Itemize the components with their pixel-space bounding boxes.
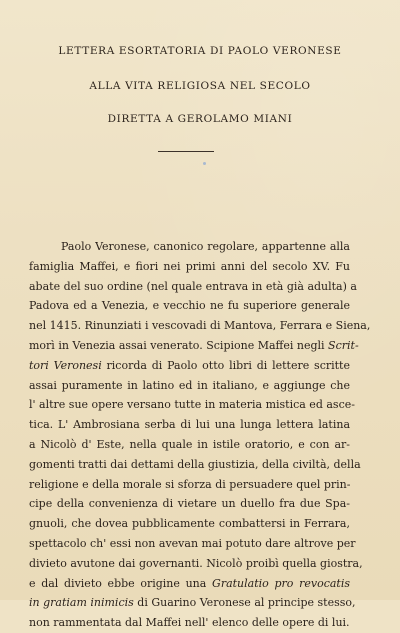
body-line: religione e della morale si sforza di persuadere quel prin- [29, 477, 351, 491]
body-line: famiglia Maffei, e fiori nei primi anni del secolo XV. Fu [29, 259, 350, 273]
body-line: a Nicolò d' Este, nella quale in istile oratorio, e con ar- [29, 437, 350, 451]
body-line: non rammentata dal Maffei nell' elenco delle opere di lui. [29, 616, 350, 630]
body-line: nel 1415. Rinunziati i vescovadi di Mantova, Ferrara e Siena, [29, 319, 371, 333]
body-line: cipe della convenienza di vietare un duello fra due Spa- [29, 497, 350, 511]
body-line: morì in Venezia assai venerato. Scipione Maffei negli Scrit- [29, 338, 359, 352]
body-line: divieto avutone dai governanti. Nicolò proibì quella giostra, [29, 556, 363, 570]
paper-speck [203, 162, 206, 165]
body-line: e dal divieto ebbe origine una Gratulatio pro revocatis [29, 576, 350, 590]
body-line: tori Veronesi ricorda di Paolo otto libri di lettere scritte [29, 358, 350, 372]
body-line: assai puramente in latino ed in italiano, e aggiunge che [29, 378, 350, 392]
title-line: DIRETTA A GEROLAMO MIANI [107, 113, 293, 125]
body-line: tica. L' Ambrosiana serba di lui una lunga lettera latina [29, 418, 350, 432]
body-line: gomenti tratti dai dettami della giustizia, della civiltà, della [29, 457, 361, 471]
body-line: l' altre sue opere versano tutte in materia mistica ed asce- [29, 398, 355, 412]
body-line: spettacolo ch' essi non avevan mai potuto dare altrove per [29, 536, 356, 550]
title-divider [158, 151, 214, 152]
title-line: LETTERA ESORTATORIA DI PAOLO VERONESE [58, 45, 342, 57]
body-line: Paolo Veronese, canonico regolare, appartenne alla [61, 240, 350, 253]
title-line: ALLA VITA RELIGIOSA NEL SECOLO [89, 79, 311, 92]
body-line: abate del suo ordine (nel quale entrava in età già adulta) a [29, 279, 357, 293]
body-paragraph [29, 237, 371, 633]
body-line: Padova ed a Venezia, e vecchio ne fu superiore generale [29, 299, 350, 313]
body-line: in gratiam inimicis di Guarino Veronese al principe stesso, [29, 596, 356, 610]
title-block [24, 46, 376, 125]
body-line: gnuoli, che dovea pubblicamente combattersi in Ferrara, [29, 517, 350, 531]
